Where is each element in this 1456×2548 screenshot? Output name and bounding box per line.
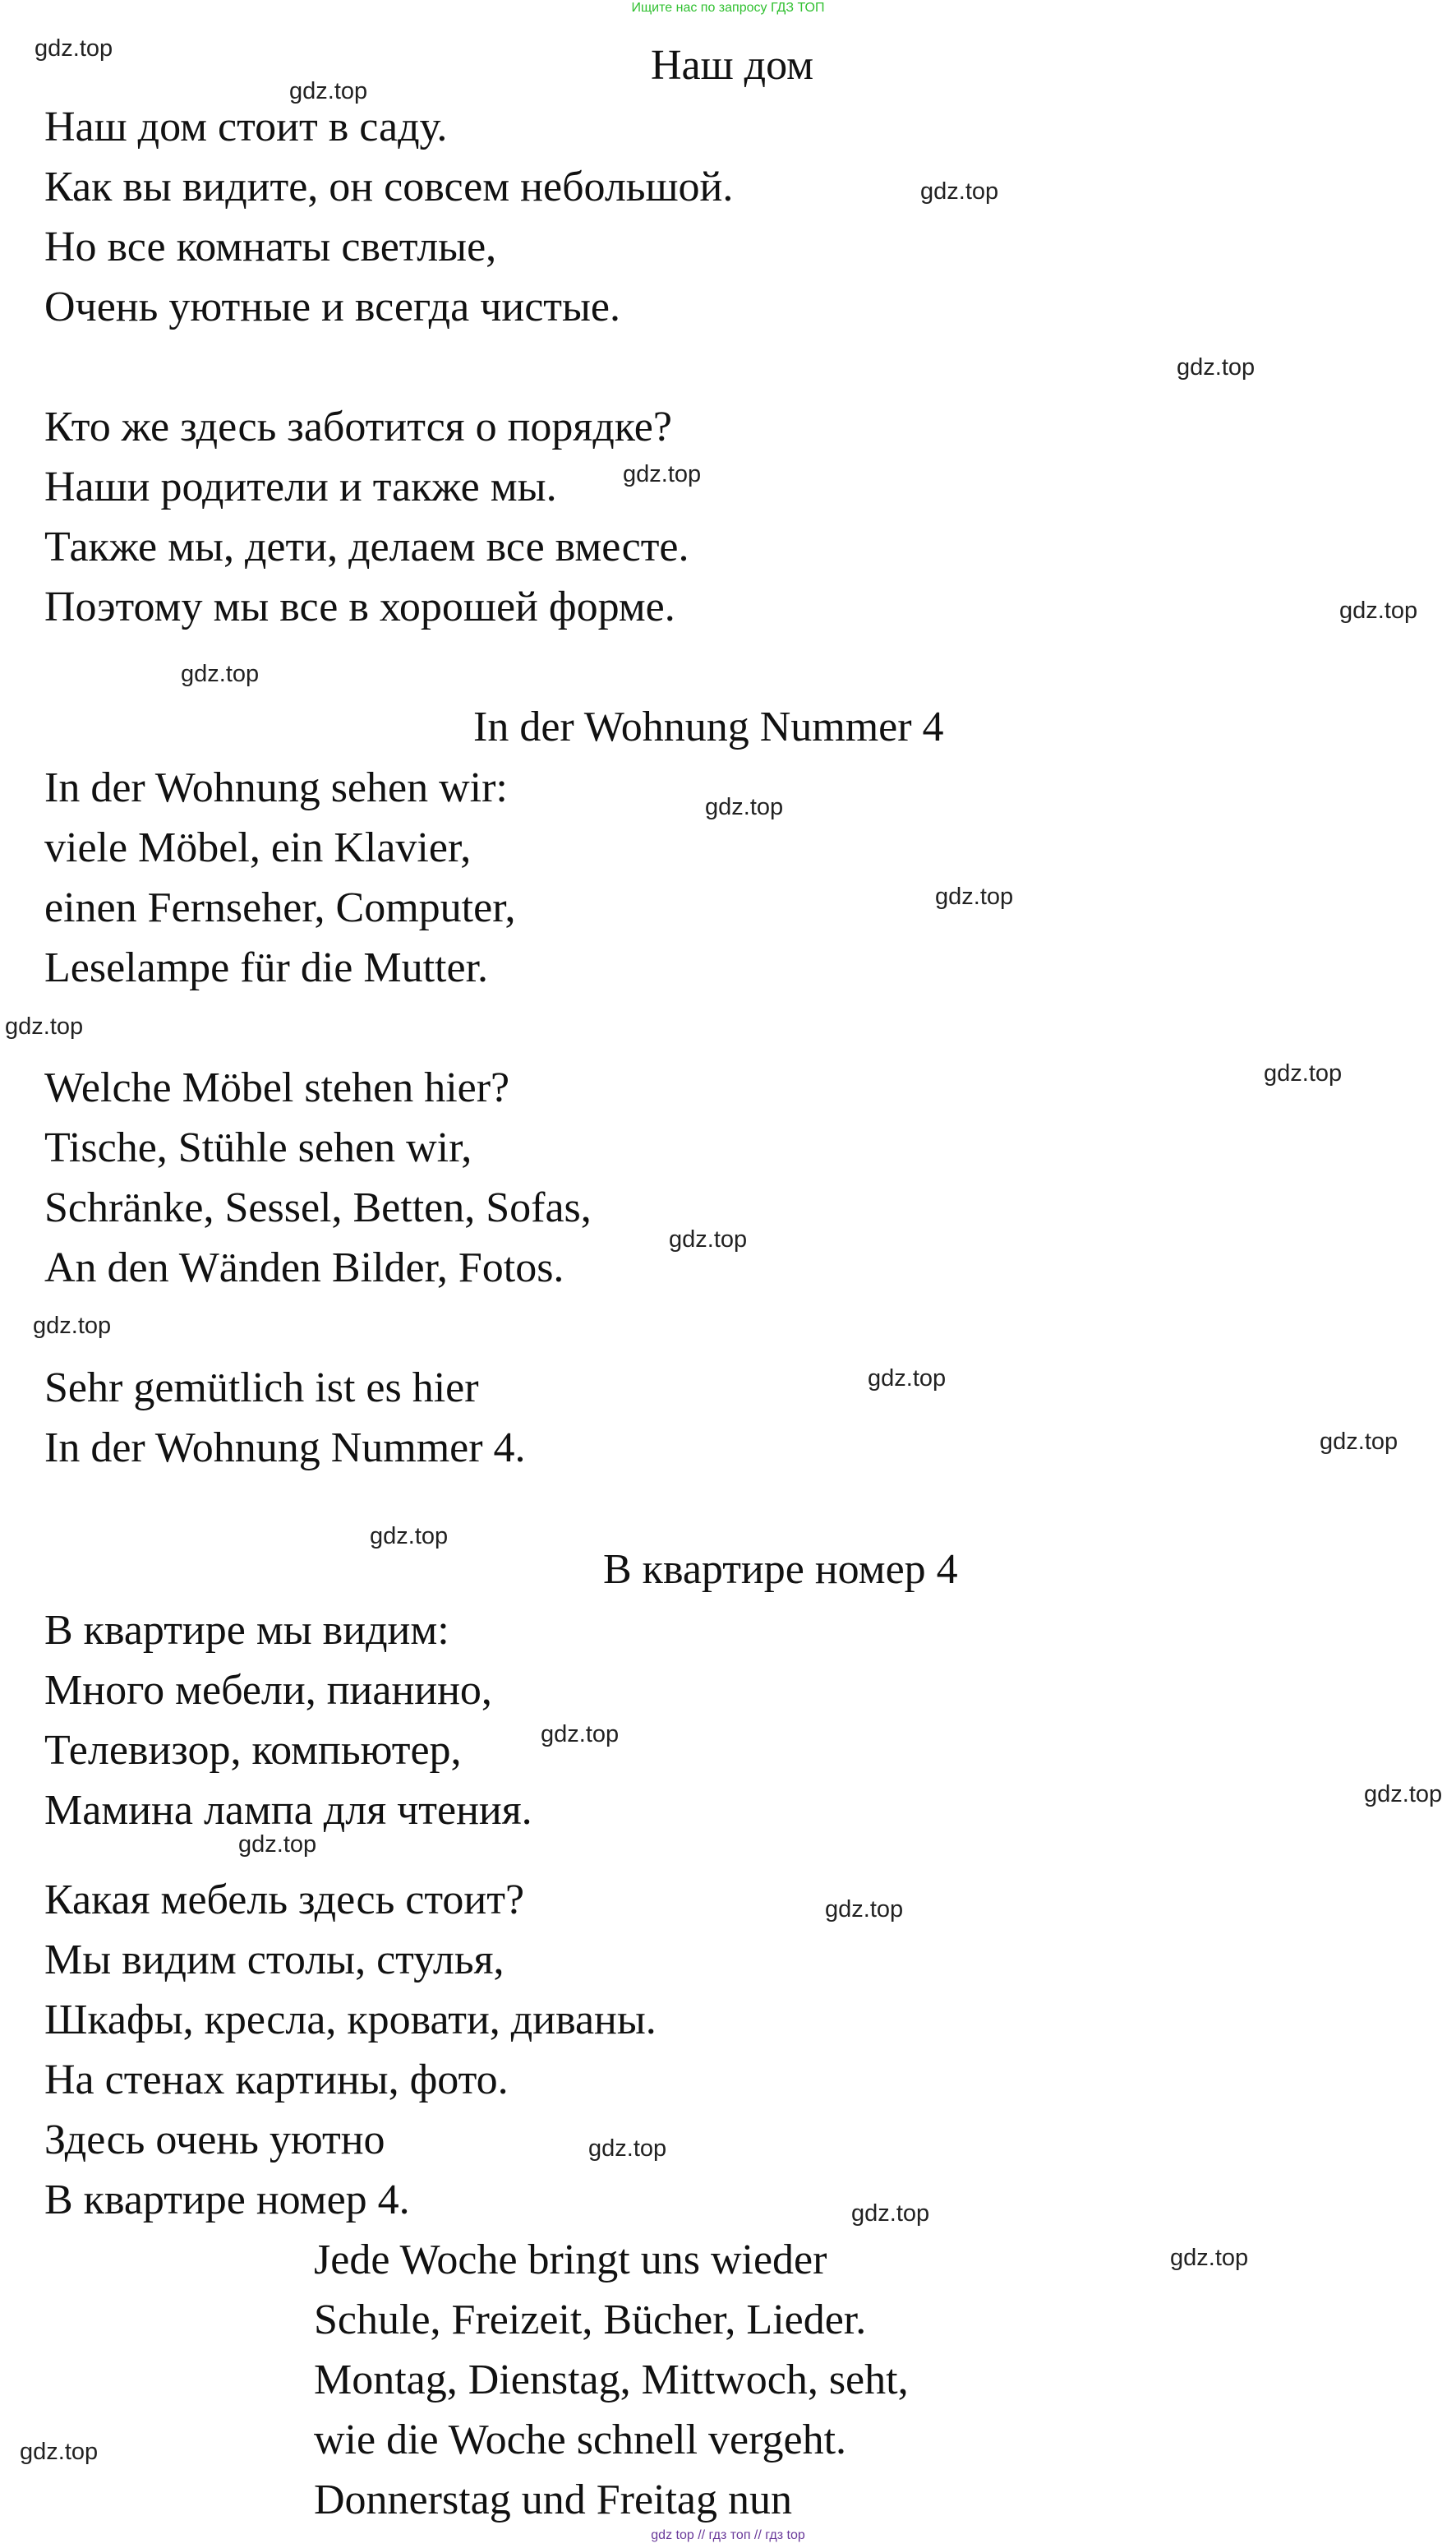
watermark: gdz.top [825,1896,904,1923]
watermark: gdz.top [1364,1781,1443,1807]
text-line: Телевизор, компьютер, [44,1727,462,1774]
text-line: В квартире номер 4. [44,2176,410,2223]
text-line: Кто же здесь заботится о порядке? [44,404,672,450]
watermark: gdz.top [289,78,368,104]
section-title: In der Wohnung Nummer 4 [473,704,944,750]
text-line: viele Möbel, ein Klavier, [44,824,472,871]
section-title: В квартире номер 4 [603,1546,958,1593]
text-line: Мамина лампа для чтения. [44,1787,532,1834]
text-line: Tische, Stühle sehen wir, [44,1124,472,1171]
watermark: gdz.top [588,2135,667,2162]
watermark: gdz.top [1264,1060,1343,1087]
text-line: Schränke, Sessel, Betten, Sofas, [44,1184,592,1231]
text-line: Здесь очень уютно [44,2116,385,2163]
text-line: В квартире мы видим: [44,1607,449,1654]
watermark: gdz.top [920,178,999,205]
top-banner: Ищите нас по запросу ГДЗ ТОП [631,1,825,15]
watermark: gdz.top [35,35,113,62]
text-line: Schule, Freizeit, Bücher, Lieder. [314,2296,867,2343]
text-line: Много мебели, пианино, [44,1667,492,1714]
watermark: gdz.top [705,794,784,820]
watermark: gdz.top [669,1226,748,1253]
text-line: На стенах картины, фото. [44,2056,509,2103]
text-line: Welche Möbel stehen hier? [44,1064,510,1111]
text-line: In der Wohnung sehen wir: [44,764,508,811]
text-line: Но все комнаты светлые, [44,224,497,270]
watermark: gdz.top [1320,1429,1398,1455]
text-line: Наши родители и также мы. [44,464,557,510]
text-line: Как вы видите, он совсем небольшой. [44,164,734,210]
watermark: gdz.top [623,461,702,487]
text-line: Sehr gemütlich ist es hier [44,1364,479,1411]
watermark: gdz.top [5,1013,84,1040]
watermark: gdz.top [1339,598,1418,624]
footer-text: gdz top // гдз топ // гдз top [651,2528,805,2542]
text-line: Поэтому мы все в хорошей форме. [44,584,675,630]
text-line: Шкафы, кресла, кровати, диваны. [44,1996,657,2043]
watermark: gdz.top [20,2439,99,2465]
text-line: Jede Woche bringt uns wieder [314,2236,827,2283]
watermark: gdz.top [1177,354,1256,381]
text-line: An den Wänden Bilder, Fotos. [44,1244,564,1291]
text-line: Leselampe für die Mutter. [44,944,489,991]
watermark: gdz.top [935,884,1014,910]
text-line: einen Fernseher, Computer, [44,884,516,931]
watermark: gdz.top [541,1721,620,1747]
text-line: wie die Woche schnell vergeht. [314,2416,847,2463]
text-line: Очень уютные и всегда чистые. [44,284,621,330]
text-line: Также мы, дети, делаем все вместе. [44,524,689,570]
watermark: gdz.top [370,1523,449,1549]
text-line: Montag, Dienstag, Mittwoch, seht, [314,2356,909,2403]
watermark: gdz.top [181,661,260,687]
watermark: gdz.top [1170,2245,1249,2271]
section-title: Наш дом [651,42,814,89]
text-line: In der Wohnung Nummer 4. [44,1424,526,1471]
watermark: gdz.top [33,1313,112,1339]
text-line: Donnerstag und Freitag nun [314,2476,793,2523]
text-line: Какая мебель здесь стоит? [44,1876,525,1923]
text-line: Наш дом стоит в саду. [44,104,448,150]
watermark: gdz.top [238,1831,317,1858]
text-line: Мы видим столы, стулья, [44,1936,505,1983]
watermark: gdz.top [851,2200,930,2227]
watermark: gdz.top [868,1365,947,1392]
